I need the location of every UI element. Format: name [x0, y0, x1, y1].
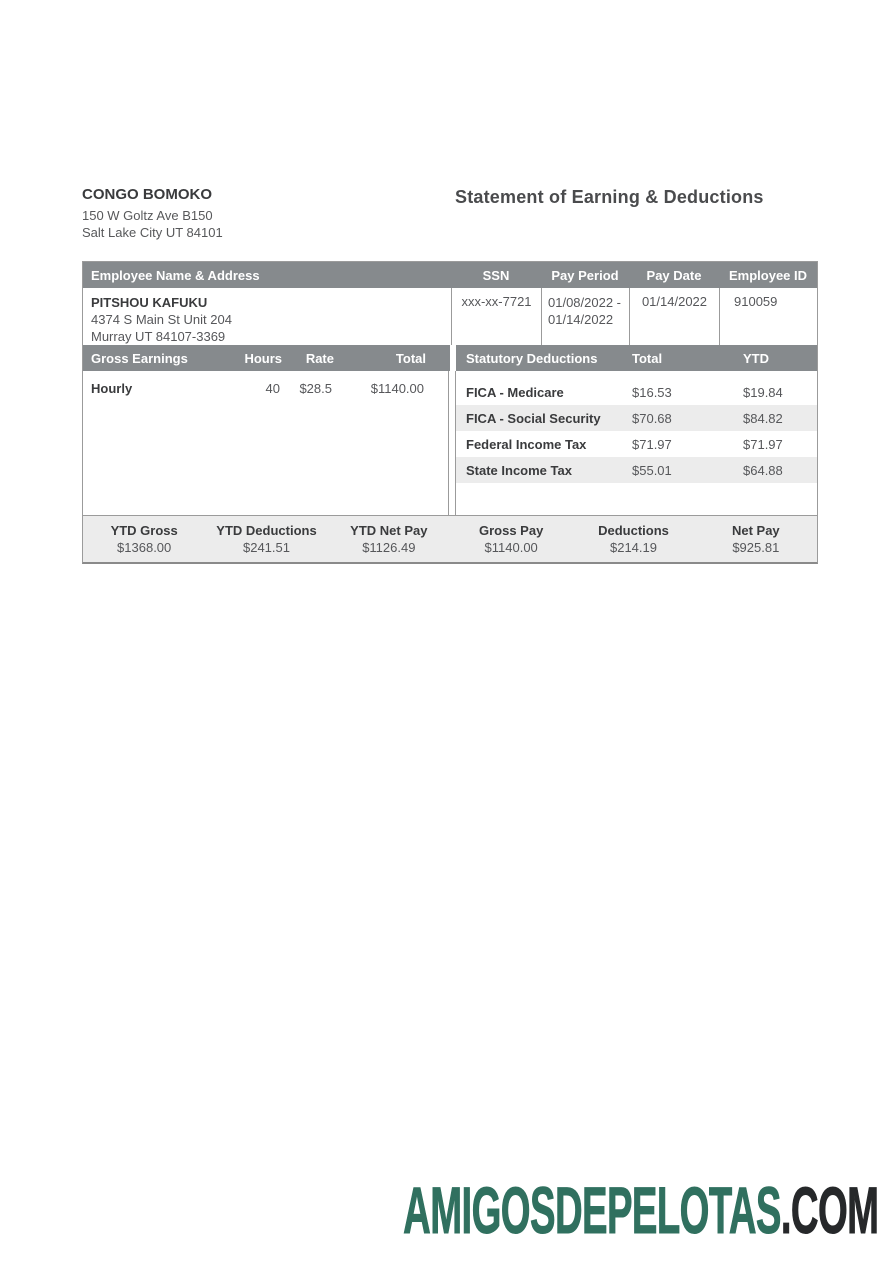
table-body — [83, 371, 817, 515]
site-watermark — [403, 1172, 878, 1248]
employee-name: PITSHOU KAFUKU — [91, 295, 208, 310]
summary-label: YTD Net Pay — [350, 523, 428, 538]
header-deduction-total: Total — [632, 350, 663, 366]
summary-value: $1126.49 — [362, 540, 416, 555]
company-name: CONGO BOMOKO — [82, 186, 212, 203]
header-employee-name-address: Employee Name & Address — [91, 267, 260, 283]
header-pay-date: Pay Date — [646, 267, 702, 283]
employee-pay-date: 01/14/2022 — [629, 288, 719, 345]
deduction-label: FICA - Medicare — [466, 384, 564, 400]
deduction-total: $70.68 — [632, 410, 672, 426]
deductions-panel — [455, 371, 817, 515]
summary-value: $1368.00 — [117, 540, 172, 555]
watermark-suffix: .COM — [780, 1173, 878, 1247]
deduction-ytd: $71.97 — [743, 436, 783, 452]
summary-label: YTD Gross — [110, 523, 178, 538]
employee-info-row — [83, 288, 817, 345]
employee-ssn: xxx-xx-7721 — [451, 288, 541, 345]
watermark-brand: AMIGOSDEPELOTAS — [402, 1173, 781, 1247]
deduction-total: $16.53 — [632, 384, 672, 400]
deduction-label: Federal Income Tax — [466, 436, 587, 452]
earnings-row-total: $1140.00 — [370, 381, 424, 396]
employee-name-address-cell — [83, 288, 451, 345]
summary-value: $1140.00 — [484, 540, 538, 555]
deduction-row — [456, 379, 817, 405]
deduction-label: FICA - Social Security — [466, 410, 601, 426]
header-rate: Rate — [305, 350, 334, 366]
header-gross-earnings: Gross Earnings — [91, 350, 188, 366]
deduction-ytd: $84.82 — [743, 410, 783, 426]
company-address-line1: 150 W Goltz Ave B150 — [82, 208, 213, 223]
header-deduction-ytd: YTD — [743, 350, 769, 366]
earnings-row — [83, 380, 448, 398]
summary-value: $925.81 — [732, 540, 780, 555]
deduction-row — [456, 431, 817, 457]
header-employee-id: Employee ID — [728, 267, 808, 283]
employee-id: 910059 — [719, 288, 817, 345]
earnings-panel — [83, 371, 449, 515]
summary-item — [83, 523, 205, 562]
employee-header-row — [83, 262, 817, 288]
company-address-line2: Salt Lake City UT 84101 — [82, 225, 223, 240]
summary-item — [205, 523, 327, 562]
header-hours: Hours — [244, 350, 282, 366]
statutory-deductions-header — [456, 345, 817, 371]
gross-earnings-header — [83, 345, 450, 371]
summary-row — [83, 515, 817, 562]
summary-item — [450, 523, 572, 562]
employee-pay-period: 01/08/2022 - 01/14/2022 — [541, 288, 629, 345]
summary-value: $214.19 — [609, 540, 657, 555]
summary-item — [328, 523, 450, 562]
company-block — [82, 186, 223, 241]
deduction-ytd: $19.84 — [743, 384, 783, 400]
deduction-total: $55.01 — [632, 462, 672, 478]
summary-value: $241.51 — [242, 540, 290, 555]
document-title: Statement of Earning & Deductions — [455, 187, 764, 207]
employee-address-line1: 4374 S Main St Unit 204 — [91, 312, 232, 327]
summary-label: Net Pay — [731, 523, 780, 538]
summary-item — [572, 523, 694, 562]
header-pay-period: Pay Period — [551, 267, 619, 283]
paystub-table — [82, 261, 818, 564]
header-statutory-deductions: Statutory Deductions — [466, 350, 598, 366]
deduction-ytd: $64.88 — [743, 462, 783, 478]
earnings-row-hours: 40 — [265, 381, 280, 396]
earnings-row-label: Hourly — [91, 381, 133, 396]
deduction-row — [456, 405, 817, 431]
header-ssn: SSN — [482, 267, 510, 283]
summary-label: YTD Deductions — [216, 523, 317, 538]
deduction-row — [456, 457, 817, 483]
deduction-label: State Income Tax — [466, 462, 572, 478]
sections-header-row — [83, 345, 817, 371]
summary-item — [695, 523, 817, 562]
earnings-row-rate: $28.5 — [299, 381, 332, 396]
employee-address-line2: Murray UT 84107-3369 — [91, 329, 226, 344]
summary-label: Gross Pay — [479, 523, 544, 538]
header-earnings-total: Total — [395, 350, 426, 366]
summary-label: Deductions — [598, 523, 669, 538]
deduction-total: $71.97 — [632, 436, 672, 452]
